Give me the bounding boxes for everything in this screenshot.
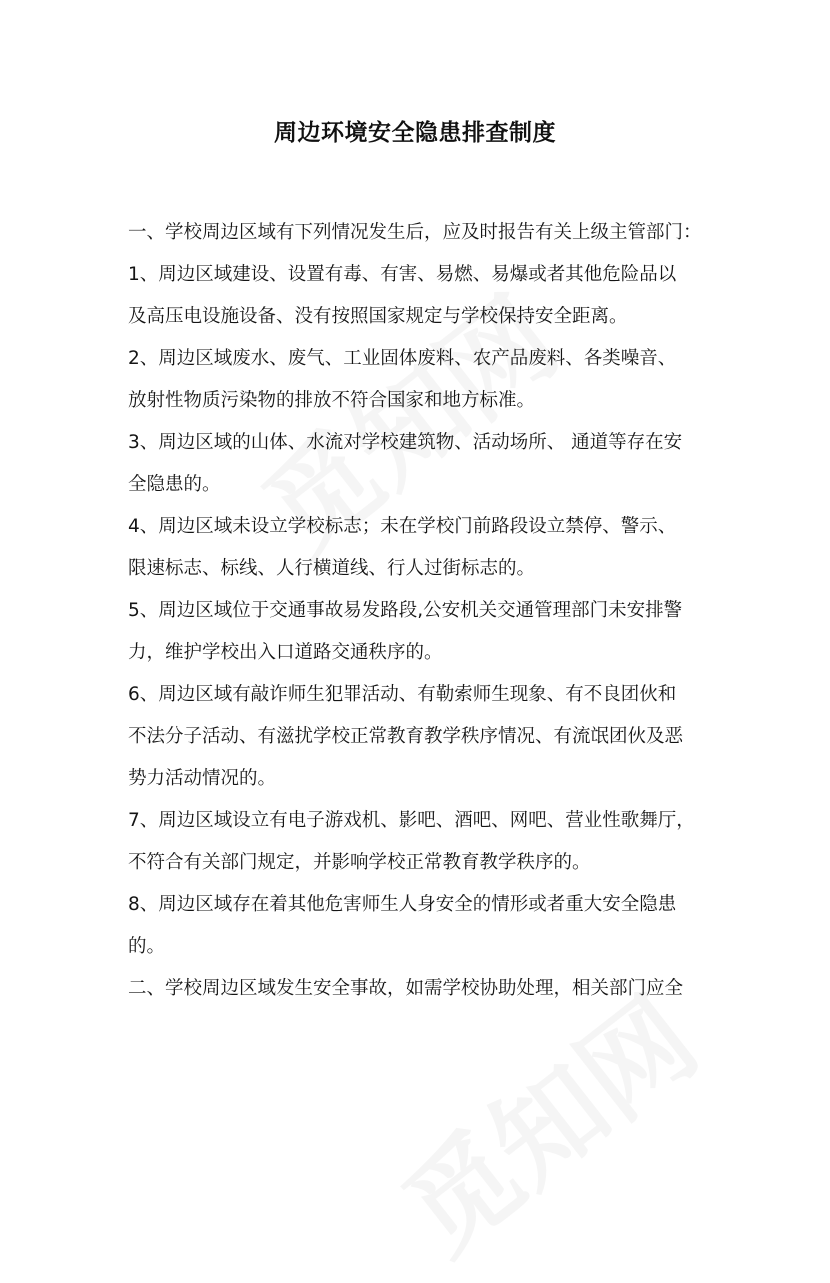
body-line: 不法分子活动、有滋扰学校正常教育教学秩序情况、有流氓团伙及恶 bbox=[128, 726, 684, 747]
body-line: 2、周边区域废水、废气、工业固体废料、农产品废料、各类噪音、 bbox=[128, 348, 677, 369]
body-line: 3、周边区域的山体、水流对学校建筑物、活动场所、 通道等存在安 bbox=[128, 432, 683, 453]
body-line: 一、学校周边区域有下列情况发生后，应及时报告有关上级主管部门： bbox=[128, 222, 702, 243]
document-body bbox=[128, 212, 713, 1010]
document-title: 周边环境安全隐患排查制度 bbox=[274, 120, 556, 146]
body-line: 6、周边区域有敲诈师生犯罪活动、有勒索师生现象、有不良团伙和 bbox=[128, 684, 677, 705]
body-line: 放射性物质污染物的排放不符合国家和地方标准。 bbox=[128, 390, 536, 411]
body-line: 7、周边区域设立有电子游戏机、影吧、酒吧、网吧、营业性歌舞厅， bbox=[128, 810, 695, 831]
body-line: 4、周边区域未设立学校标志；未在学校门前路段设立禁停、警示、 bbox=[128, 516, 677, 537]
body-line: 二、学校周边区域发生安全事故，如需学校协助处理，相关部门应全 bbox=[128, 978, 684, 999]
body-line: 5、周边区域位于交通事故易发路段,公安机关交通管理部门未安排警 bbox=[128, 600, 683, 621]
body-line: 限速标志、标线、人行横道线、行人过街标志的。 bbox=[128, 558, 536, 579]
body-line: 8、周边区域存在着其他危害师生人身安全的情形或者重大安全隐患 bbox=[128, 894, 677, 915]
body-line: 1、周边区域建设、设置有毒、有害、易燃、易爆或者其他危险品以 bbox=[128, 264, 677, 285]
body-line: 力，维护学校出入口道路交通秩序的。 bbox=[128, 642, 443, 663]
body-line: 及高压电设施设备、没有按照国家规定与学校保持安全距离。 bbox=[128, 306, 628, 327]
body-line: 的。 bbox=[128, 936, 166, 957]
body-line: 全隐患的。 bbox=[128, 474, 221, 495]
body-line: 势力活动情况的。 bbox=[128, 768, 277, 789]
body-line: 不符合有关部门规定，并影响学校正常教育教学秩序的。 bbox=[128, 852, 591, 873]
